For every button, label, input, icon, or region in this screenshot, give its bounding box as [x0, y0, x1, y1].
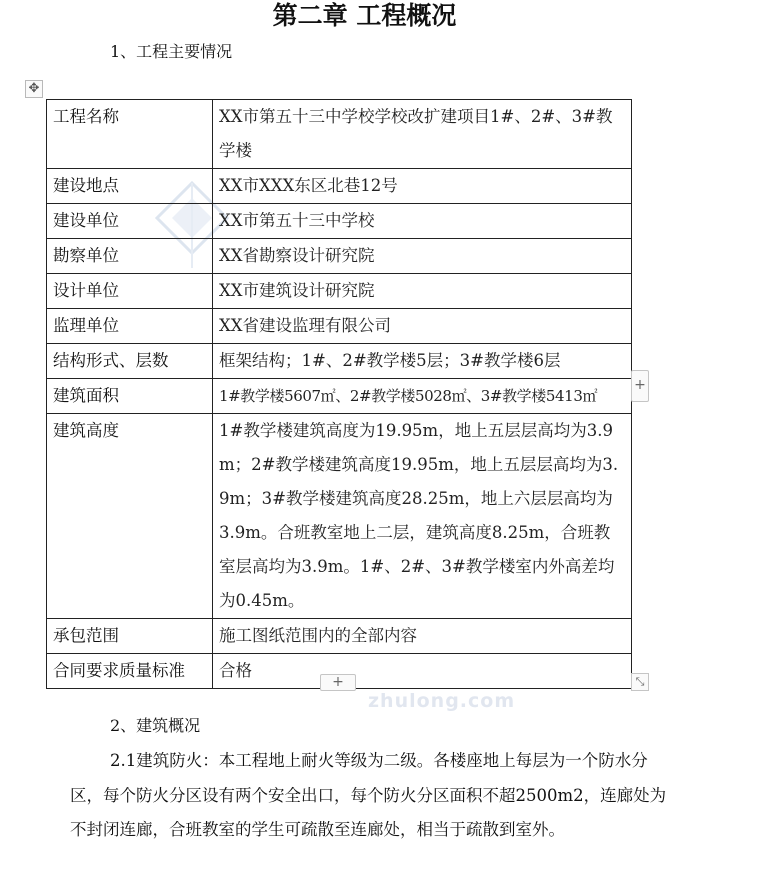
add-row-button[interactable]: +	[320, 674, 356, 691]
table-cell-value[interactable]: XX市第五十三中学校	[213, 204, 632, 239]
table-row	[47, 414, 632, 619]
table-cell-label[interactable]: 承包范围	[47, 619, 213, 654]
table-cell-label[interactable]: 工程名称	[47, 100, 213, 169]
table-cell-value[interactable]: 合格	[213, 654, 632, 689]
section-heading-building: 2、建筑概况	[110, 716, 201, 735]
section-heading-main-info: 1、工程主要情况	[110, 42, 233, 61]
table-cell-label[interactable]: 勘察单位	[47, 239, 213, 274]
table-row	[47, 619, 632, 654]
table-cell-value[interactable]: XX省建设监理有限公司	[213, 309, 632, 344]
table-row	[47, 239, 632, 274]
table-cell-label[interactable]: 建筑高度	[47, 414, 213, 619]
table-row	[47, 100, 632, 169]
table-row	[47, 344, 632, 379]
table-cell-value[interactable]: XX市建筑设计研究院	[213, 274, 632, 309]
table-row	[47, 274, 632, 309]
table-cell-label[interactable]: 合同要求质量标准	[47, 654, 213, 689]
table-cell-value[interactable]: 1#教学楼5607㎡、2#教学楼5028㎡、3#教学楼5413㎡	[213, 379, 632, 414]
table-cell-label[interactable]: 建设单位	[47, 204, 213, 239]
table-cell-value[interactable]: XX省勘察设计研究院	[213, 239, 632, 274]
table-move-icon[interactable]: ✥	[25, 80, 43, 98]
table-cell-label[interactable]: 结构形式、层数	[47, 344, 213, 379]
table-resize-icon[interactable]: ⤡	[631, 673, 649, 691]
table-row	[47, 309, 632, 344]
table-cell-label[interactable]: 设计单位	[47, 274, 213, 309]
project-info-table	[46, 99, 632, 689]
table-cell-label[interactable]: 建筑面积	[47, 379, 213, 414]
table-row	[47, 204, 632, 239]
table-cell-value[interactable]: 框架结构；1#、2#教学楼5层；3#教学楼6层	[213, 344, 632, 379]
table-cell-value[interactable]: 施工图纸范围内的全部内容	[213, 619, 632, 654]
watermark-text: zhulong.com	[368, 690, 516, 712]
table-row	[47, 169, 632, 204]
table-row	[47, 379, 632, 414]
table-cell-value[interactable]: 1#教学楼建筑高度为19.95m，地上五层层高均为3.9m；2#教学楼建筑高度19.95m，地上五层层高均为3.9m；3#教学楼建筑高度28.25m，地上六层层高均为3.9m。合班教室地上二层，建筑高度8.25m，合班教室层高均为3.9m。1#、2#、3#教学楼室内外高差均为0.45m。	[213, 414, 632, 619]
table-cell-label[interactable]: 建设地点	[47, 169, 213, 204]
table-cell-label[interactable]: 监理单位	[47, 309, 213, 344]
fire-protection-paragraph: 2.1建筑防火：本工程地上耐火等级为二级。各楼座地上每层为一个防水分区，每个防火分区设有两个安全出口，每个防火分区面积不超2500m2，连廊处为不封闭连廊，合班教室的学生可疏散至连廊处，相当于疏散到室外。	[70, 751, 667, 839]
add-column-button[interactable]: +	[631, 370, 649, 402]
chapter-title: 第二章 工程概况	[272, 1, 457, 30]
table-cell-value[interactable]: XX市第五十三中学校学校改扩建项目1#、2#、3#教学楼	[213, 100, 632, 169]
table-cell-value[interactable]: XX市XXX东区北巷12号	[213, 169, 632, 204]
